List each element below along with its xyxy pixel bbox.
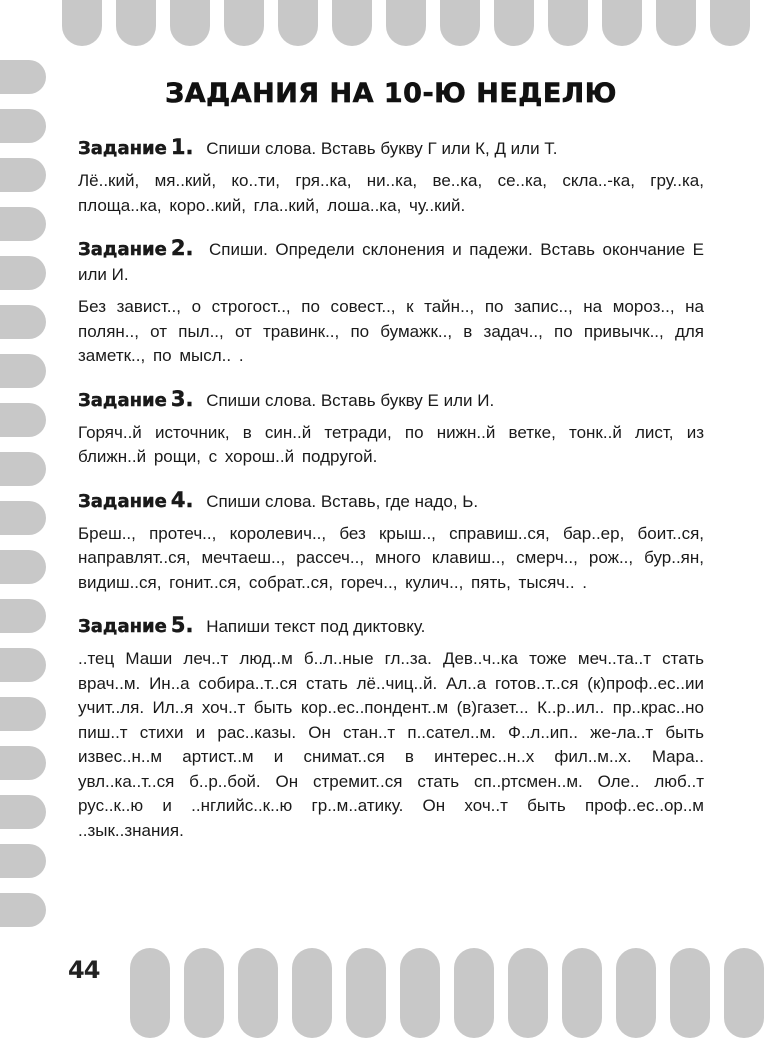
tab-decoration xyxy=(0,305,46,339)
task-instruction: Спиши. Определи склонения и падежи. Вставь окончание Е или И. xyxy=(78,240,704,284)
page-number: 44 xyxy=(68,956,100,984)
tab-decoration xyxy=(400,948,440,1038)
tab-decoration xyxy=(724,948,764,1038)
tab-decoration xyxy=(0,697,46,731)
top-tabs-decoration xyxy=(62,0,773,48)
page-title: ЗАДАНИЯ НА 10-Ю НЕДЕЛЮ xyxy=(165,78,617,109)
tab-decoration xyxy=(0,452,46,486)
task-header xyxy=(78,236,704,287)
tab-decoration xyxy=(0,403,46,437)
tab-decoration xyxy=(0,893,46,927)
tab-decoration xyxy=(616,948,656,1038)
tab-decoration xyxy=(278,0,318,46)
tab-decoration xyxy=(454,948,494,1038)
task-label: Задание 4. xyxy=(78,487,194,512)
task-label: Задание 5. xyxy=(78,613,194,637)
tab-decoration xyxy=(0,648,46,682)
task-header xyxy=(78,135,704,161)
task-instruction: Спиши слова. Вставь букву Е или И. xyxy=(206,390,495,410)
tab-decoration xyxy=(0,746,46,780)
tab-decoration xyxy=(224,0,264,46)
tab-decoration xyxy=(292,948,332,1038)
tab-decoration xyxy=(116,0,156,46)
tab-decoration xyxy=(238,948,278,1038)
task-4 xyxy=(78,488,704,596)
tab-decoration xyxy=(386,0,426,46)
task-text: Лё..кий, мя..кий, ко..ти, гря..ка, ни..ка, ве..ка, се..ка, скла..-ка, гру..ка, площа..ка, коро..кий, гла..кий, лоша..ка, чу..кий. xyxy=(78,171,704,215)
tab-decoration xyxy=(602,0,642,46)
tab-decoration xyxy=(494,0,534,46)
task-instruction: Спиши слова. Вставь букву Г или К, Д или Т. xyxy=(206,139,558,158)
tab-decoration xyxy=(710,0,750,46)
tab-decoration xyxy=(0,550,46,584)
task-label: Задание 3. xyxy=(78,386,194,411)
task-text: Без завист.., о строгост.., по совест.., к тайн.., по запис.., на мороз.., на полян.., от пыл.., от травинк.., по бумажк.., в задач.., по привычк.., для заметк.., по мысл.. . xyxy=(78,297,704,365)
tab-decoration xyxy=(0,60,46,94)
tab-decoration xyxy=(0,109,46,143)
task-label: Задание 1. xyxy=(78,135,194,159)
tab-decoration xyxy=(170,0,210,46)
tab-decoration xyxy=(0,207,46,241)
tab-decoration xyxy=(548,0,588,46)
task-2 xyxy=(78,236,704,369)
tab-decoration xyxy=(508,948,548,1038)
tab-decoration xyxy=(0,599,46,633)
tab-decoration xyxy=(184,948,224,1038)
tab-decoration xyxy=(440,0,480,46)
tab-decoration xyxy=(332,0,372,46)
tab-decoration xyxy=(0,158,46,192)
task-text: Бреш.., протеч.., королевич.., без крыш.., справиш..ся, бар..ер, боит..ся, направлят..ся, мечтаеш.., рассеч.., много клавиш.., смерч.., рож.., бур..ян, видиш..ся, гонит..ся, собрат..ся, гореч.., кулич.., пять, тысяч.. . xyxy=(78,523,704,592)
tab-decoration xyxy=(0,795,46,829)
task-instruction: Напиши текст под диктовку. xyxy=(206,617,426,636)
task-text: ..тец Маши леч..т люд..м б..л..ные гл..за. Дев..ч..ка тоже меч..та..т стать врач..м. Ин..а собира..т..ся стать лё..чиц..й. Ал..а готов..т..ся (к)проф..ес..ии учит..ля. Ил..я хоч..т быть кор..ес..пондент..м (в)газет... К..р..ил.. пр..крас..но пиш..т стихи и рас..казы. Он стан..т п..сател..м. Ф..л..ип.. же-ла..т быть извес..н..м артист..м и снимат..ся в интерес..н..х фил..м..х. Мара.. увл..ка..т..ся б..р..бой. Он стремит..ся стать сп..ртсмен..м. Оле.. люб..т рус..к..ю и ..нглийс..к..ю гр..м..атику. Он хоч..т быть проф..ес..ор..м ..зык..знания. xyxy=(78,649,704,840)
task-header xyxy=(78,488,704,514)
bottom-tabs-decoration xyxy=(130,948,773,1000)
tab-decoration xyxy=(0,256,46,290)
tab-decoration xyxy=(656,0,696,46)
task-header xyxy=(78,613,704,639)
tab-decoration xyxy=(670,948,710,1038)
tab-decoration xyxy=(130,948,170,1038)
tab-decoration xyxy=(62,0,102,46)
tab-decoration xyxy=(0,354,46,388)
task-3 xyxy=(78,387,704,470)
task-text: Горяч..й источник, в син..й тетради, по нижн..й ветке, тонк..й лист, из ближн..й рощи, с хорош..й подругой. xyxy=(78,422,704,466)
task-label: Задание 2. xyxy=(78,236,194,260)
tab-decoration xyxy=(0,501,46,535)
task-instruction: Спиши слова. Вставь, где надо, Ь. xyxy=(206,491,479,511)
task-5 xyxy=(78,613,704,843)
tab-decoration xyxy=(562,948,602,1038)
task-1 xyxy=(78,135,704,218)
tab-decoration xyxy=(0,844,46,878)
tab-decoration xyxy=(346,948,386,1038)
left-tabs-decoration xyxy=(0,60,48,940)
page-content xyxy=(78,78,704,861)
task-header xyxy=(78,387,704,413)
